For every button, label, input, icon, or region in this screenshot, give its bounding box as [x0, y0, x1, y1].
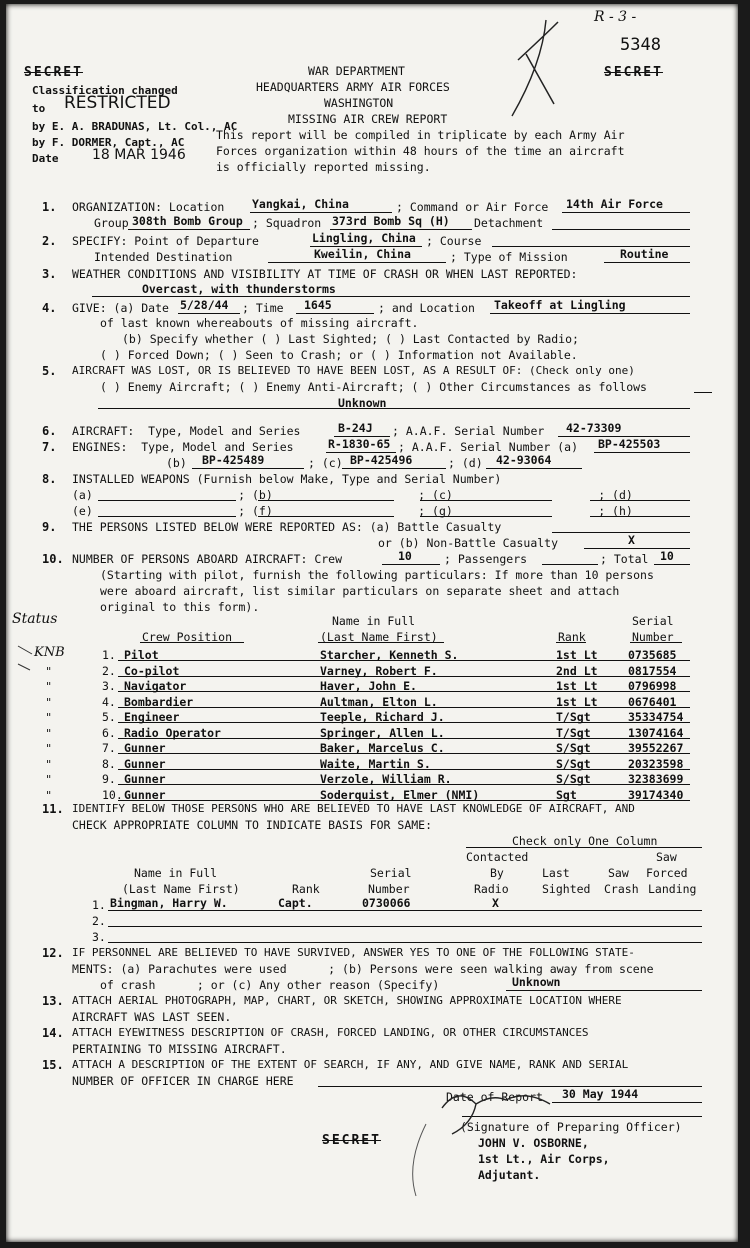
s1-squadron-value: 373rd Bomb Sq (H) — [332, 214, 450, 228]
s1-group-label: Group — [94, 216, 129, 230]
s7-c-label: ; (c) — [308, 456, 343, 470]
s11-h-name-1: Name in Full — [134, 866, 218, 880]
s1-location-label: ORGANIZATION: Location — [72, 200, 225, 214]
crew-row-position: Navigator — [124, 679, 187, 693]
s10-total-value: 10 — [660, 549, 674, 563]
crew-row-serial: 13074164 — [628, 726, 684, 740]
s2-destination-label: Intended Destination — [94, 250, 233, 264]
section-9-number: 9. — [42, 520, 57, 534]
s10-passengers-label: ; Passengers — [444, 552, 528, 566]
crew-row-rank: S/Sgt — [556, 741, 591, 755]
section-12-number: 12. — [42, 946, 64, 960]
classification-by-dormer: by F. DORMER, Capt., AC — [32, 136, 185, 149]
s2-destination-value: Kweilin, China — [314, 247, 411, 261]
s10-instr-1: (Starting with pilot, furnish the following particulars: If more than 10 persons — [100, 568, 654, 582]
crew-row-number: 5. — [102, 710, 116, 724]
status-ditto-mark: " — [46, 741, 52, 755]
s3-weather-label: WEATHER CONDITIONS AND VISIBILITY AT TIME OF CRASH OR WHEN LAST REPORTED: — [72, 267, 578, 281]
s11-label-1: IDENTIFY BELOW THOSE PERSONS WHO ARE BELIEVED TO HAVE LAST KNOWLEDGE OF AIRCRAFT, AND — [72, 802, 635, 815]
section-13-number: 13. — [42, 994, 64, 1008]
s14-line-1: ATTACH EYEWITNESS DESCRIPTION OF CRASH, FORCED LANDING, OR OTHER CIRCUMSTANCES — [72, 1026, 589, 1039]
s5-lost-label: AIRCRAFT WAS LOST, OR IS BELIEVED TO HAVE BEEN LOST, AS A RESULT OF: (Check only one) — [72, 364, 635, 377]
report-title: MISSING AIR CREW REPORT — [288, 112, 448, 126]
s11-row-1-rank: Capt. — [278, 896, 313, 910]
s12-line-1: IF PERSONNEL ARE BELIEVED TO HAVE SURVIVED, ANSWER YES TO ONE OF THE FOLLOWING STATE- — [72, 946, 635, 959]
crew-row-name: Varney, Robert F. — [320, 664, 438, 678]
crew-header-serial-2: Number — [632, 630, 674, 644]
crew-row-number: 1. — [102, 648, 116, 662]
section-2-number: 2. — [42, 234, 57, 248]
crew-row-number: 4. — [102, 695, 116, 709]
s11-row-3-number: 3. — [92, 930, 106, 944]
s1-group-value: 308th Bomb Group — [132, 214, 243, 228]
s4-forced-line: ( ) Forced Down; ( ) Seen to Crash; or ( ) Information not Available. — [100, 348, 578, 362]
s4-date-value: 5/28/44 — [180, 298, 229, 312]
s11-row-2-number: 2. — [92, 914, 106, 928]
s8-row-1: (a) ; (b) ; (c) ; (d) — [72, 488, 633, 502]
section-14-number: 14. — [42, 1026, 64, 1040]
s12-line-3: of crash ; or (c) Any other reason (Specify) — [100, 978, 440, 992]
crew-row-rank: Sgt — [556, 788, 577, 802]
crew-row-name: Soderquist, Elmer (NMI) — [320, 788, 480, 802]
s1-location-value: Yangkai, China — [252, 197, 349, 211]
crew-row-serial: 0676401 — [628, 695, 677, 709]
section-6-number: 6. — [42, 424, 57, 438]
restricted-stamp: RESTRICTED — [64, 93, 171, 113]
classification-date-stamp: 18 MAR 1946 — [92, 147, 186, 163]
s4-time-value: 1645 — [304, 298, 332, 312]
status-knb: KNB — [34, 645, 65, 660]
s10-instr-3: original to this form). — [100, 600, 260, 614]
status-ditto-mark: " — [46, 757, 52, 771]
s1-detachment-label: Detachment — [474, 216, 544, 230]
s10-total-label: ; Total — [600, 552, 649, 566]
crew-row-name: Haver, John E. — [320, 679, 417, 693]
crew-row-position: Gunner — [124, 788, 166, 802]
crew-row-rank: 1st Lt — [556, 679, 598, 693]
crew-row-rank: S/Sgt — [556, 772, 591, 786]
s11-h-forced-1: Forced — [646, 866, 688, 880]
crew-row-serial: 32383699 — [628, 772, 684, 786]
crew-row-name: Springer, Allen L. — [320, 726, 445, 740]
intro-line-2: Forces organization within 48 hours of the time an aircraft — [216, 144, 625, 158]
crew-row-rank: T/Sgt — [556, 710, 591, 724]
crew-row-number: 8. — [102, 757, 116, 771]
s11-h-contacted: Contacted — [466, 850, 529, 864]
s11-row-1-serial: 0730066 — [362, 896, 411, 910]
s1-command-label: ; Command or Air Force — [396, 200, 549, 214]
section-15-number: 15. — [42, 1058, 64, 1072]
s10-crew-label: NUMBER OF PERSONS ABOARD AIRCRAFT: Crew — [72, 552, 343, 566]
s11-h-forced-2: Landing — [648, 882, 697, 896]
crew-row-rank: 1st Lt — [556, 648, 598, 662]
s7-d-label: ; (d) — [448, 456, 483, 470]
status-ditto-mark: " — [46, 710, 52, 724]
status-ditto-mark: " — [46, 726, 52, 740]
s1-squadron-label: ; Squadron — [252, 216, 322, 230]
section-8-number: 8. — [42, 472, 57, 486]
crew-row-serial: 20323598 — [628, 757, 684, 771]
s7-serial-c: BP-425496 — [350, 453, 413, 467]
s4-time-label: ; Time — [242, 301, 284, 315]
crew-row-name: Teeple, Richard J. — [320, 710, 445, 724]
s7-serial-a: BP-425503 — [598, 437, 661, 451]
crew-row-serial: 0735685 — [628, 648, 677, 662]
s7-serial-d: 42-93064 — [496, 453, 552, 467]
classification-by-bradunas: by E. A. BRADUNAS, Lt. Col., AC — [32, 120, 238, 133]
s5-cause-value: Unknown — [338, 396, 387, 410]
s10-instr-2: were aboard aircraft, list similar particulars on separate sheet and attach — [100, 584, 620, 598]
crew-row-number: 9. — [102, 772, 116, 786]
s11-row-1-radio-mark: X — [492, 896, 499, 910]
s11-h-saw: Saw — [656, 850, 677, 864]
officer-name: JOHN V. OSBORNE, — [478, 1136, 589, 1150]
washington: WASHINGTON — [324, 96, 394, 110]
date-of-report-value: 30 May 1944 — [562, 1087, 639, 1101]
crew-row-name: Waite, Martin S. — [320, 757, 431, 771]
secret-label-right: SECRET — [604, 65, 663, 80]
section-10-number: 10. — [42, 552, 64, 566]
crew-header-rank: Rank — [558, 630, 586, 644]
s12-answer: Unknown — [512, 975, 561, 989]
crew-row-serial: 35334754 — [628, 710, 684, 724]
crew-row-rank: 1st Lt — [556, 695, 598, 709]
s14-line-2: PERTAINING TO MISSING AIRCRAFT. — [72, 1042, 287, 1056]
crew-row-name: Aultman, Elton L. — [320, 695, 438, 709]
s11-h-by: By — [490, 866, 504, 880]
crew-row-position: Gunner — [124, 757, 166, 771]
s8-row-2: (e) ; (f) ; (g) ; (h) — [72, 504, 633, 518]
crew-row-number: 6. — [102, 726, 116, 740]
s7-b-label: (b) — [166, 456, 187, 470]
s2-course-label: ; Course — [426, 234, 482, 248]
section-11-number: 11. — [42, 802, 64, 816]
s11-h-saw-2: Saw — [608, 866, 629, 880]
s11-label-2: CHECK APPROPRIATE COLUMN TO INDICATE BASIS FOR SAME: — [72, 818, 433, 832]
s11-h-last-2: Sighted — [542, 882, 591, 896]
crew-row-rank: S/Sgt — [556, 757, 591, 771]
s15-line-2: NUMBER OF OFFICER IN CHARGE HERE — [72, 1074, 294, 1088]
status-ditto-mark: " — [46, 679, 52, 693]
classification-date-label: Date — [32, 152, 59, 165]
section-4-number: 4. — [42, 301, 57, 315]
officer-title: Adjutant. — [478, 1168, 541, 1182]
s9-label: THE PERSONS LISTED BELOW WERE REPORTED AS: (a) Battle Casualty — [72, 520, 502, 534]
status-handwritten-label: Status — [12, 611, 58, 627]
s2-departure-label: SPECIFY: Point of Departure — [72, 234, 259, 248]
s4-location-label: ; and Location — [378, 301, 475, 315]
s11-h-rank: Rank — [292, 882, 320, 896]
war-department: WAR DEPARTMENT — [308, 64, 405, 78]
signature-scribble — [442, 1096, 550, 1134]
s1-command-value: 14th Air Force — [566, 197, 663, 211]
s7-serial-label: ; A.A.F. Serial Number (a) — [398, 440, 579, 454]
s4-date-label: GIVE: (a) Date — [72, 301, 169, 315]
s2-mission-label: ; Type of Mission — [450, 250, 568, 264]
s11-h-last-1: Last — [542, 866, 570, 880]
officer-rank: 1st Lt., Air Corps, — [478, 1152, 610, 1166]
handwritten-marks — [6, 4, 738, 1242]
s2-mission-value: Routine — [620, 247, 669, 261]
s11-h-name-2: (Last Name First) — [122, 882, 240, 896]
crew-row-rank: T/Sgt — [556, 726, 591, 740]
crew-row-position: Engineer — [124, 710, 180, 724]
crew-row-name: Baker, Marcelus C. — [320, 741, 445, 755]
s6-aircraft-type: B-24J — [338, 421, 373, 435]
s11-h-serial-2: Number — [368, 882, 410, 896]
report-page — [6, 4, 738, 1242]
s11-h-crash: Crash — [604, 882, 639, 896]
section-1-number: 1. — [42, 200, 57, 214]
crew-row-serial: 0796998 — [628, 679, 677, 693]
s9-mark: X — [628, 533, 635, 547]
s9-non-battle: or (b) Non-Battle Casualty — [378, 536, 559, 550]
signature-label: (Signature of Preparing Officer) — [460, 1120, 682, 1134]
s7-engines-label: ENGINES: Type, Model and Series — [72, 440, 294, 454]
status-ditto-mark: " — [46, 772, 52, 786]
top-handwritten-mark: R - 3 - — [594, 9, 637, 25]
crew-header-position: Crew Position — [142, 630, 233, 644]
crew-row-position: Bombardier — [124, 695, 194, 709]
s13-line-1: ATTACH AERIAL PHOTOGRAPH, MAP, CHART, OR SKETCH, SHOWING APPROXIMATE LOCATION WHERE — [72, 994, 622, 1007]
s2-departure-value: Lingling, China — [312, 231, 416, 245]
s8-weapons-label: INSTALLED WEAPONS (Furnish below Make, Type and Serial Number) — [72, 472, 502, 486]
s4-specify-line: (b) Specify whether ( ) Last Sighted; ( ) Last Contacted by Radio; — [122, 332, 579, 346]
intro-line-3: is officially reported missing. — [216, 160, 431, 174]
s4-whereabouts: of last known whereabouts of missing aircraft. — [100, 316, 419, 330]
section-5-number: 5. — [42, 364, 57, 378]
top-cross-mark — [518, 22, 558, 104]
section-3-number: 3. — [42, 267, 57, 281]
classification-changed: Classification changed — [32, 84, 178, 97]
crew-row-number: 3. — [102, 679, 116, 693]
s11-check-one: Check only One Column — [512, 834, 658, 848]
hq-army-air-forces: HEADQUARTERS ARMY AIR FORCES — [256, 80, 450, 94]
s11-row-1-name: Bingman, Harry W. — [110, 896, 228, 910]
s6-serial-value: 42-73309 — [566, 421, 622, 435]
s11-row-1-number: 1. — [92, 898, 106, 912]
s4-location-value: Takeoff at Lingling — [494, 298, 626, 312]
intro-line-1: This report will be compiled in triplicate by each Army Air — [216, 128, 625, 142]
crew-row-serial: 39174340 — [628, 788, 684, 802]
crew-header-serial-1: Serial — [632, 614, 674, 628]
s11-h-serial-1: Serial — [370, 866, 412, 880]
crew-header-name-2: (Last Name First) — [320, 630, 438, 644]
crew-row-position: Radio Operator — [124, 726, 221, 740]
crew-row-number: 10. — [102, 788, 123, 802]
s6-aircraft-label: AIRCRAFT: Type, Model and Series — [72, 424, 301, 438]
status-ditto-mark: " — [46, 695, 52, 709]
crew-row-number: 2. — [102, 664, 116, 678]
s3-weather-value: Overcast, with thunderstorms — [142, 282, 336, 296]
s11-h-radio: Radio — [474, 882, 509, 896]
crew-row-position: Co-pilot — [124, 664, 180, 678]
crew-row-serial: 39552267 — [628, 741, 684, 755]
s6-serial-label: ; A.A.F. Serial Number — [392, 424, 545, 438]
crew-row-position: Gunner — [124, 772, 166, 786]
status-ditto-mark: " — [46, 664, 52, 678]
s7-serial-b: BP-425489 — [202, 453, 265, 467]
crew-row-position: Gunner — [124, 741, 166, 755]
date-of-report-label: Date of Report — [446, 1090, 543, 1104]
section-7-number: 7. — [42, 440, 57, 454]
crew-row-rank: 2nd Lt — [556, 664, 598, 678]
crew-row-name: Verzole, William R. — [320, 772, 452, 786]
s5-options: ( ) Enemy Aircraft; ( ) Enemy Anti-Aircraft; ( ) Other Circumstances as follows — [100, 380, 647, 394]
classification-to: to — [32, 102, 46, 115]
crew-row-serial: 0817554 — [628, 664, 677, 678]
crew-row-name: Starcher, Kenneth S. — [320, 648, 459, 662]
s7-engine-type: R-1830-65 — [328, 437, 391, 451]
s10-crew-value: 10 — [398, 549, 412, 563]
crew-row-number: 7. — [102, 741, 116, 755]
secret-label-bottom: SECRET — [322, 1133, 381, 1148]
crew-row-position: Pilot — [124, 648, 159, 662]
crew-header-name-1: Name in Full — [332, 614, 416, 628]
secret-label-left: SECRET — [24, 65, 83, 80]
s13-line-2: AIRCRAFT WAS LAST SEEN. — [72, 1010, 232, 1024]
status-ditto-mark: " — [46, 788, 52, 802]
s12-line-2: MENTS: (a) Parachutes were used ; (b) Persons were seen walking away from scene — [72, 962, 654, 976]
s15-line-1: ATTACH A DESCRIPTION OF THE EXTENT OF SEARCH, IF ANY, AND GIVE NAME, RANK AND SERIAL — [72, 1058, 629, 1071]
document-number: 5348 — [620, 35, 661, 55]
